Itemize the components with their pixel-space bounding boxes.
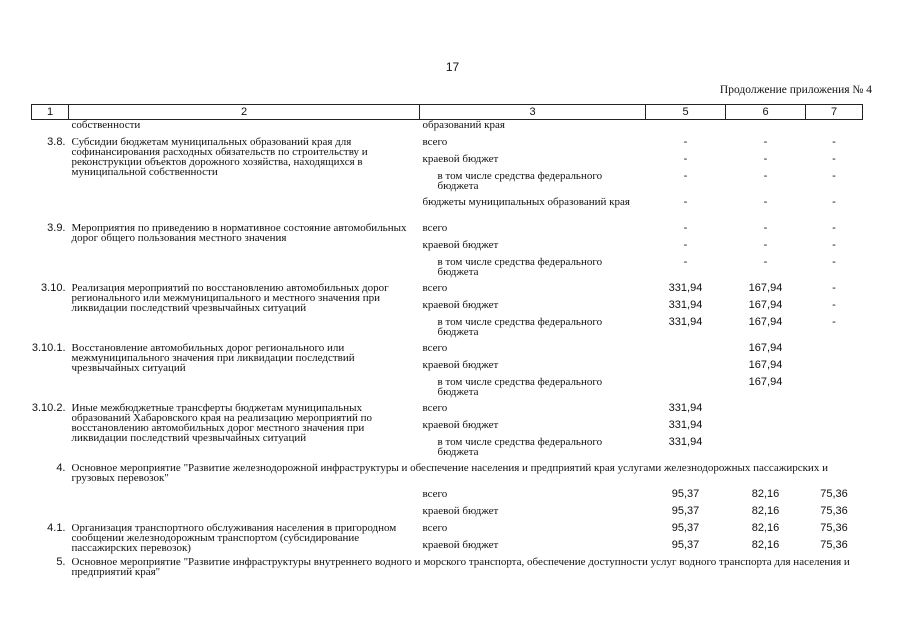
value-col-5: 95,37 [671,538,700,551]
value-col-5: 331,94 [668,281,703,294]
funding-source: всего [422,281,448,294]
funding-source: в том числе средства федерального бюджета [437,255,603,278]
funding-source: краевой бюджет [422,298,499,311]
header-col-3: 3 [420,105,646,120]
value-col-5: - [683,169,688,182]
funding-source: всего [422,401,448,414]
funding-source: краевой бюджет [422,238,499,251]
value-col-7: - [832,169,836,182]
table-row [32,557,863,583]
value-col-7 [806,437,863,463]
value-col-5: - [683,152,688,165]
value-col-7 [806,120,863,137]
value-col-6: 167,94 [748,341,783,354]
value-col-5: 331,94 [668,401,703,414]
header-col-5: 5 [646,105,726,120]
value-col-7: - [832,135,836,148]
funding-source: в том числе средства федерального бюджета [437,315,603,338]
value-col-6: - [763,152,768,165]
value-col-7: 75,36 [820,487,848,500]
table-body [32,120,863,583]
value-col-7 [806,360,863,377]
value-col-7: - [832,255,836,268]
header-col-7: 7 [806,105,863,120]
header-col-1: 1 [32,105,69,120]
value-col-6 [726,120,806,137]
value-col-5: 331,94 [668,435,703,448]
value-col-6 [726,403,806,420]
funding-source: краевой бюджет [422,152,499,165]
value-col-7: - [832,152,836,165]
value-col-5: - [683,135,688,148]
value-col-5 [646,360,726,377]
value-col-7: 75,36 [820,538,848,551]
value-col-6: 167,94 [748,358,783,371]
row-number: 3.8. [47,135,66,148]
row-name: Основное мероприятие "Развитие железнодорожной инфраструктуры и обеспечение населения и предприятий края услугами железнодорожных пассажирских и грузовых перевозок" [71,461,828,484]
value-col-6: 167,94 [748,281,783,294]
value-col-5 [646,377,726,403]
row-number: 3.10.2. [31,401,66,414]
row-number: 4.1. [47,521,66,534]
row-name: Основное мероприятие "Развитие инфраструктуры внутреннего водного и морского транспорта, обеспечение доступности услуг водного транспорта для населения и предприятий края" [71,555,850,578]
funding-source: бюджеты муниципальных образований края [422,195,630,208]
funding-source: в том числе средства федерального бюджета [437,435,603,458]
row-number: 3.10.1. [31,341,66,354]
row-number [32,120,69,137]
value-col-6: 82,16 [751,538,780,551]
value-col-6: 167,94 [748,375,783,388]
value-col-7 [806,377,863,403]
value-col-6: - [763,221,768,234]
value-col-5: 95,37 [671,487,700,500]
page-number: 17 [445,60,460,74]
row-name: Организация транспортного обслуживания населения в пригородном сообщении железнодорожным транспортом (субсидирование пассажирских перевозок) [71,521,397,554]
value-col-5 [646,343,726,360]
value-col-7: - [832,195,836,208]
row-name [69,489,420,506]
row-number: 3.9. [47,221,66,234]
table-row [32,120,863,137]
value-col-5: - [683,255,688,268]
funding-source: краевой бюджет [422,504,499,517]
table-row [32,506,863,523]
funding-source: всего [422,341,448,354]
funding-source: краевой бюджет [422,538,499,551]
value-col-5: 331,94 [668,418,703,431]
value-col-6: 167,94 [748,315,783,328]
row-number [32,506,69,523]
header-row [32,105,863,120]
value-col-6: 82,16 [751,521,780,534]
table-row [32,343,863,360]
row-name: Иные межбюджетные трансферты бюджетам муниципальных образований Хабаровского края на реализацию мероприятий по восстановлению автомобильных дорог местного значения при ликвидации последствий чрезвычайных ситуаций [71,401,372,444]
value-col-6: - [763,238,768,251]
funding-source: образований края [422,119,505,131]
value-col-6: - [763,169,768,182]
value-col-5 [646,120,726,137]
table-row [32,283,863,300]
value-col-6 [726,420,806,437]
value-col-7 [806,403,863,420]
row-name: Восстановление автомобильных дорог регионального или межмуниципального значения при ликвидации последствий чрезвычайных ситуаций [71,341,355,374]
header-col-6: 6 [726,105,806,120]
header-col-2: 2 [69,105,420,120]
value-col-7: - [832,238,836,251]
row-name: Реализация мероприятий по восстановлению автомобильных дорог регионального или межмуниципального и местного значения при ликвидации последствий чрезвычайных ситуаций [71,281,389,314]
row-name: Мероприятия по приведению в нормативное состояние автомобильных дорог общего пользования местного значения [71,221,407,244]
value-col-6: - [763,195,768,208]
row-name: собственности [71,119,141,131]
row-name [69,506,420,523]
value-col-7: - [832,221,836,234]
value-col-5: - [683,195,688,208]
table-row [32,489,863,506]
funding-source: всего [422,221,448,234]
value-col-6 [726,437,806,463]
funding-source: в том числе средства федерального бюджета [437,169,603,192]
value-col-6: 82,16 [751,487,780,500]
value-col-7: 75,36 [820,521,848,534]
value-col-5: - [683,221,688,234]
funding-source: краевой бюджет [422,358,499,371]
funding-source: краевой бюджет [422,418,499,431]
funding-source: всего [422,135,448,148]
value-col-6: 82,16 [751,504,780,517]
table-row [32,463,863,489]
table-row [32,403,863,420]
funding-source: всего [422,487,448,500]
table-row [32,137,863,154]
row-number: 4. [56,461,66,474]
value-col-7: - [832,315,836,328]
table-row [32,523,863,540]
row-number: 3.10. [41,281,66,294]
value-col-5: 331,94 [668,298,703,311]
continuation-label: Продолжение приложения № 4 [719,84,872,96]
value-col-5: - [683,238,688,251]
value-col-5: 331,94 [668,315,703,328]
funding-source: всего [422,521,448,534]
value-col-7: - [832,281,836,294]
value-col-5: 95,37 [671,521,700,534]
budget-table [31,104,863,583]
value-col-7 [806,420,863,437]
row-number: 5. [56,555,66,568]
value-col-6: - [763,135,768,148]
table-row [32,223,863,240]
row-name: Субсидии бюджетам муниципальных образований края для софинансирования расходных обязательств по строительству и реконструкции объектов дорожного хозяйства, находящихся в муниципальной собственности [71,135,368,178]
row-number [32,489,69,506]
value-col-6: - [763,255,768,268]
funding-source: в том числе средства федерального бюджета [437,375,603,398]
value-col-7 [806,343,863,360]
value-col-7: 75,36 [820,504,848,517]
value-col-7: - [832,298,836,311]
value-col-5: 95,37 [671,504,700,517]
value-col-6: 167,94 [748,298,783,311]
